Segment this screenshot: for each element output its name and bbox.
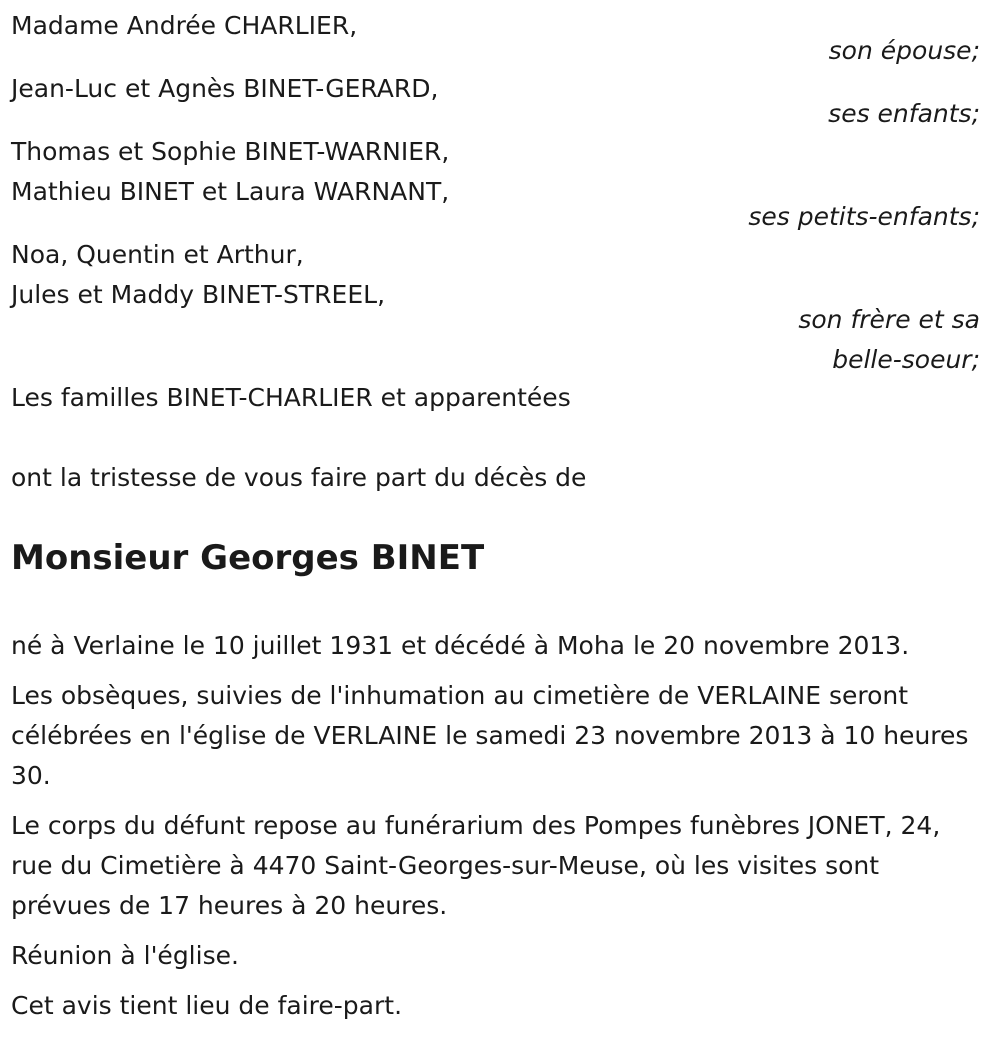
family-name-line: Jean-Luc et Agnès BINET-GERARD, [11, 74, 439, 103]
family-group-siblings [0, 235, 990, 380]
family-name-line: Noa, Quentin et Arthur, [11, 240, 304, 269]
family-name-line: Mathieu BINET et Laura WARNANT, [11, 177, 450, 206]
family-name-line: Thomas et Sophie BINET-WARNIER, [11, 137, 450, 166]
funeral-paragraph: Les obsèques, suivies de l'inhumation au cimetière de VERLAINE seront célébrées en l'église de VERLAINE le samedi 23 novembre 2013 à 10 heures 30. [11, 681, 969, 790]
relation-line: son épouse; [828, 36, 980, 65]
family-name-line: Madame Andrée CHARLIER, [11, 11, 358, 40]
meeting-paragraph: Réunion à l'église. [11, 941, 239, 970]
family-name-line: Jules et Maddy BINET-STREEL, [11, 280, 386, 309]
family-group-children [0, 69, 990, 134]
families-line: Les familles BINET-CHARLIER et apparentées [11, 383, 571, 412]
family-group-grandchildren [0, 132, 990, 237]
relation-line: belle-soeur; [832, 345, 980, 374]
relation-line: ses enfants; [828, 99, 980, 128]
notice-paragraph: Cet avis tient lieu de faire-part. [11, 991, 403, 1020]
relation-line: ses petits-enfants; [748, 202, 980, 231]
deceased-name: Monsieur Georges BINET [11, 538, 485, 578]
announcement-intro: ont la tristesse de vous faire part du décès de [11, 463, 587, 492]
relation-line: son frère et sa [798, 305, 980, 334]
notice-body [11, 626, 976, 1036]
birth-death-paragraph: né à Verlaine le 10 juillet 1931 et décédé à Moha le 20 novembre 2013. [11, 631, 910, 660]
family-group-spouse [0, 6, 990, 71]
visitation-paragraph: Le corps du défunt repose au funérarium des Pompes funèbres JONET, 24, rue du Cimetière à 4470 Saint-Georges-sur-Meuse, où les visites sont prévues de 17 heures à 20 heures. [11, 811, 941, 920]
